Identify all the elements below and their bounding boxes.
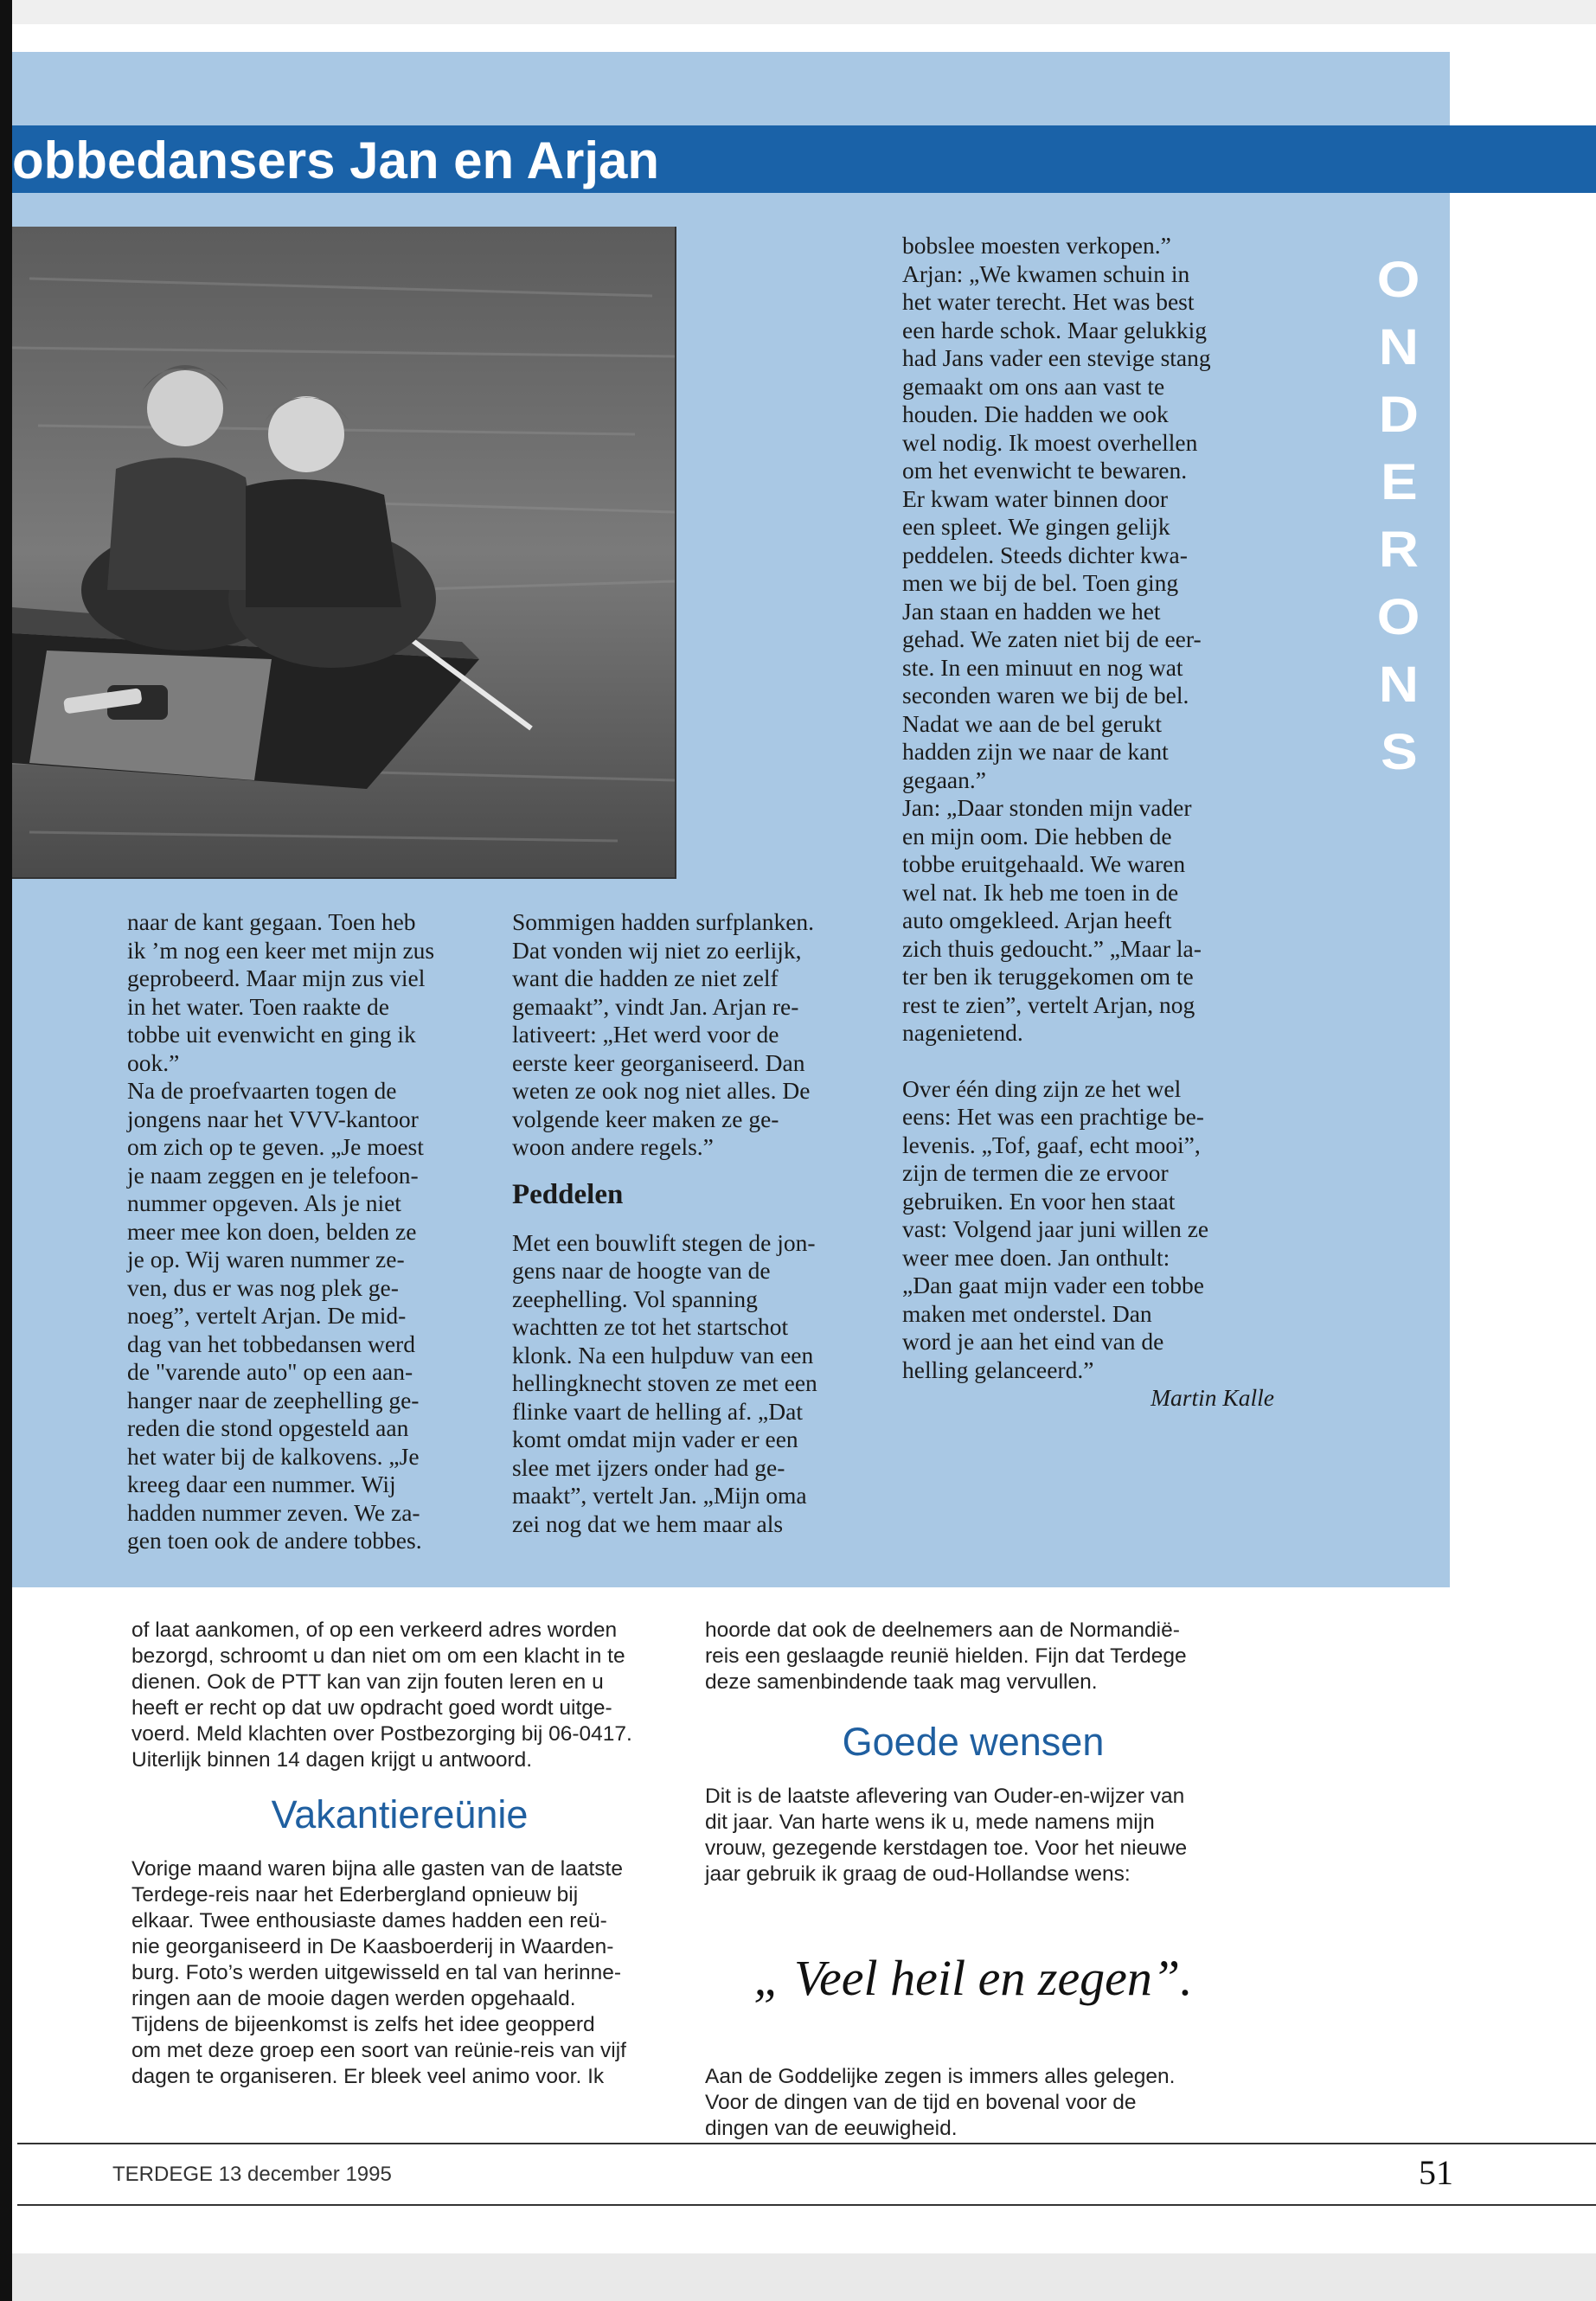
- text-line: weer mee doen. Jan onthult:: [902, 1243, 1170, 1271]
- text-line: zei nog dat we hem maar als: [512, 1509, 784, 1537]
- section-label-vertical: [1368, 247, 1429, 786]
- text-line: meer mee kon doen, belden ze: [127, 1217, 417, 1245]
- scan-strip-bottom: [12, 2253, 1596, 2301]
- text-line: Arjan: „We kwamen schuin in: [902, 260, 1190, 287]
- heading-vakantiereunie: Vakantiereünie: [271, 1792, 529, 1836]
- text-line: ste. In een minuut en nog wat: [902, 653, 1183, 681]
- text-line: rest te zien”, vertelt Arjan, nog: [902, 990, 1195, 1018]
- text-line: in het water. Toen raakte de: [127, 992, 389, 1020]
- paragraph-gap: [902, 1048, 1274, 1075]
- text-line: gehad. We zaten niet bij de eer-: [902, 625, 1202, 652]
- text-line: volgende keer maken ze ge-: [512, 1105, 779, 1132]
- text-line: zeephelling. Vol spanning: [512, 1285, 758, 1312]
- text-line: om zich op te geven. „Je moest: [127, 1133, 424, 1160]
- text-line: Vorige maand waren bijna alle gasten van de laatste: [131, 1857, 623, 1881]
- text-line: Terdege-reis naar het Ederbergland opnieuw bij: [131, 1883, 579, 1907]
- text-line: Er kwam water binnen door: [902, 484, 1168, 512]
- text-line: geprobeerd. Maar mijn zus viel: [127, 965, 426, 991]
- text-line: om met deze groep een soort van reünie-reis van vijf: [131, 2039, 626, 2062]
- text-line: en mijn oom. Die hebben de: [902, 822, 1172, 849]
- section-label-letter: R: [1378, 522, 1420, 578]
- text-line: je naam zeggen en je telefoon-: [127, 1161, 419, 1189]
- text-line: ook.”: [127, 1048, 180, 1076]
- text-line: hoorde dat ook de deelnemers aan de Normandië-: [705, 1618, 1180, 1642]
- text-line: wel nat. Ik heb me toen in de: [902, 878, 1179, 906]
- text-line: vrouw, gezegende kerstdagen toe. Voor het nieuwe: [705, 1836, 1188, 1860]
- text-line: gebruiken. En voor hen staat: [902, 1187, 1176, 1215]
- text-line: ter ben ik teruggekomen om te: [902, 963, 1194, 990]
- footer-rule-bottom: [17, 2204, 1596, 2206]
- page-title: obbedansers Jan en Arjan: [12, 131, 660, 189]
- text-line: zich thuis gedoucht.” „Maar la-: [902, 934, 1202, 962]
- boat-photo: [12, 227, 676, 879]
- text-line: Tijdens de bijeenkomst is zelfs het idee geopperd: [131, 2013, 595, 2036]
- text-line: Jan staan en hadden we het: [902, 597, 1161, 625]
- text-line: klonk. Na een hulpduw van een: [512, 1341, 814, 1368]
- section-label-letter: D: [1378, 387, 1420, 443]
- text-line: gen toen ook de andere tobbes.: [127, 1527, 422, 1554]
- subheading-peddelen: Peddelen: [512, 1178, 624, 1210]
- text-line: hellingknecht stoven ze met een: [512, 1369, 817, 1396]
- text-line: lativeert: „Het werd voor de: [512, 1021, 779, 1048]
- text-line: peddelen. Steeds dichter kwa-: [902, 541, 1188, 568]
- text-line: hadden nummer zeven. We za-: [127, 1498, 420, 1526]
- text-line: flinke vaart de helling af. „Dat: [512, 1397, 803, 1425]
- text-line: dag van het tobbedansen werd: [127, 1330, 415, 1357]
- text-line: komt omdat mijn vader er een: [512, 1426, 798, 1452]
- text-line: deze samenbindende taak mag vervullen.: [705, 1670, 1098, 1694]
- text-line: dingen van de eeuwigheid.: [705, 2117, 958, 2140]
- text-line: men we bij de bel. Toen ging: [902, 569, 1179, 596]
- section-label-letter: O: [1377, 252, 1420, 308]
- text-line: het water bij de kalkovens. „Je: [127, 1442, 420, 1470]
- text-line: tobbe eruitgehaald. We waren: [902, 850, 1186, 877]
- text-line: auto omgekleed. Arjan heeft: [902, 907, 1172, 933]
- text-line: voerd. Meld klachten over Postbezorging bij 06-0417.: [131, 1722, 632, 1746]
- text-line: om het evenwicht te bewaren.: [902, 457, 1188, 484]
- text-line: Nadat we aan de bel gerukt: [902, 709, 1163, 737]
- page-number: 51: [1419, 2153, 1453, 2192]
- text-line: nagenietend.: [902, 1019, 1023, 1046]
- text-line: Over één ding zijn ze het wel: [902, 1074, 1182, 1102]
- text-line: burg. Foto’s werden uitgewisseld en tal van herinne-: [131, 1961, 622, 1984]
- text-line: houden. Die hadden we ook: [902, 401, 1169, 427]
- article-column-3: [902, 232, 1274, 1413]
- text-line: slee met ijzers onder had ge-: [512, 1453, 785, 1481]
- text-line: jongens naar het VVV-kantoor: [127, 1105, 419, 1132]
- text-line: naar de kant gegaan. Toen heb: [127, 908, 416, 935]
- footer-publication: TERDEGE 13 december 1995: [112, 2163, 392, 2186]
- text-line: bezorgd, schroomt u dan niet om om een klacht in te: [131, 1644, 625, 1668]
- text-line: hadden zijn we naar de kant: [902, 738, 1169, 765]
- section-label-letter: O: [1377, 589, 1420, 645]
- text-line: Jan: „Daar stonden mijn vader: [902, 794, 1192, 821]
- section-label-letter: N: [1378, 657, 1420, 713]
- text-line: jaar gebruik ik graag de oud-Hollandse wens:: [705, 1862, 1131, 1886]
- text-line: nie georganiseerd in De Kaasboerderij in Waarden-: [131, 1935, 614, 1958]
- text-line: bobslee moesten verkopen.”: [902, 232, 1171, 259]
- section-label-letter: E: [1380, 454, 1418, 510]
- article-column-2: [512, 908, 893, 1538]
- lower-column-right: [705, 1618, 1241, 2142]
- text-line: hanger naar de zeephelling ge-: [127, 1386, 420, 1413]
- text-line: gemaakt om ons aan vast te: [902, 372, 1165, 400]
- text-line: Sommigen hadden surfplanken.: [512, 908, 815, 935]
- text-line: dagen te organiseren. Er bleek veel animo voor. Ik: [131, 2065, 605, 2088]
- footer-rule-top: [17, 2143, 1596, 2144]
- boat-photo-image: [12, 227, 675, 877]
- text-line: kreeg daar een nummer. Wij: [127, 1471, 396, 1497]
- text-line: zijn de termen die ze ervoor: [902, 1159, 1169, 1186]
- text-line: gemaakt”, vindt Jan. Arjan re-: [512, 992, 799, 1020]
- text-line: je op. Wij waren nummer ze-: [127, 1246, 405, 1272]
- text-line: ven, dus er was nog plek ge-: [127, 1273, 399, 1301]
- text-line: ik ’m nog een keer met mijn zus: [127, 936, 435, 964]
- christmas-wish: „ Veel heil en zegen”.: [753, 1950, 1193, 2006]
- text-line: het water terecht. Het was best: [902, 288, 1195, 315]
- text-line: vast: Volgend jaar juni willen ze: [902, 1215, 1209, 1242]
- author-signature: Martin Kalle: [1151, 1384, 1274, 1411]
- text-line: Uiterlijk binnen 14 dagen krijgt u antwoord.: [131, 1748, 533, 1772]
- text-line: heeft er recht op dat uw opdracht goed wordt uitge-: [131, 1696, 612, 1720]
- text-line: gens naar de hoogte van de: [512, 1257, 771, 1284]
- text-line: Voor de dingen van de tijd en bovenal voor de: [705, 2091, 1137, 2114]
- article-column-1: [127, 908, 508, 1555]
- text-line: „Dan gaat mijn vader een tobbe: [902, 1272, 1204, 1298]
- text-line: noeg”, vertelt Arjan. De mid-: [127, 1302, 407, 1329]
- scan-strip-top: [12, 0, 1596, 24]
- text-line: weten ze ook nog niet alles. De: [512, 1077, 811, 1104]
- text-line: seconden waren we bij de bel.: [902, 682, 1189, 708]
- text-line: reis een geslaagde reunië hielden. Fijn dat Terdege: [705, 1644, 1187, 1668]
- text-line: een harde schok. Maar gelukkig: [902, 316, 1208, 343]
- text-line: reden die stond opgesteld aan: [127, 1414, 409, 1441]
- text-line: dit jaar. Van harte wens ik u, mede namens mijn: [705, 1811, 1155, 1834]
- page-edge: [0, 0, 12, 2301]
- text-line: tobbe uit evenwicht en ging ik: [127, 1021, 416, 1048]
- text-line: woon andere regels.”: [512, 1133, 714, 1160]
- text-line: Met een bouwlift stegen de jon-: [512, 1228, 816, 1256]
- text-line: eens: Het was een prachtige be-: [902, 1103, 1204, 1130]
- section-label-letter: S: [1380, 724, 1418, 780]
- text-line: dienen. Ook de PTT kan van zijn fouten leren en u: [131, 1670, 604, 1694]
- text-line: Aan de Goddelijke zegen is immers alles gelegen.: [705, 2065, 1176, 2088]
- text-line: maakt”, vertelt Jan. „Mijn oma: [512, 1482, 807, 1509]
- text-line: elkaar. Twee enthousiaste dames hadden een reü-: [131, 1909, 607, 1932]
- text-line: Dat vonden wij niet zo eerlijk,: [512, 936, 802, 964]
- text-line: levenis. „Tof, gaaf, echt mooi”,: [902, 1131, 1201, 1158]
- lower-column-left: [131, 1618, 668, 2090]
- text-line: had Jans vader een stevige stang: [902, 344, 1211, 371]
- text-line: maken met onderstel. Dan: [902, 1299, 1152, 1327]
- text-line: een spleet. We gingen gelijk: [902, 513, 1170, 540]
- text-line: want die hadden ze niet zelf: [512, 965, 779, 991]
- title-band: [12, 125, 1596, 193]
- text-line: gegaan.”: [902, 766, 986, 793]
- text-line: de "varende auto" op een aan-: [127, 1358, 413, 1385]
- heading-goede-wensen: Goede wensen: [842, 1720, 1105, 1764]
- text-line: wachtten ze tot het startschot: [512, 1313, 789, 1340]
- text-line: word je aan het eind van de: [902, 1328, 1164, 1355]
- text-line: Dit is de laatste aflevering van Ouder-en-wijzer van: [705, 1785, 1185, 1808]
- text-line: ringen aan de mooie dagen werden opgehaald.: [131, 1987, 576, 2010]
- section-label-letter: N: [1378, 319, 1420, 375]
- text-line: Na de proefvaarten togen de: [127, 1077, 397, 1104]
- text-line: eerste keer georganiseerd. Dan: [512, 1048, 805, 1076]
- text-line: nummer opgeven. Als je niet: [127, 1189, 401, 1216]
- text-line: helling gelanceerd.”: [902, 1356, 1094, 1383]
- text-line: of laat aankomen, of op een verkeerd adres worden: [131, 1618, 618, 1642]
- text-line: wel nodig. Ik moest overhellen: [902, 428, 1198, 456]
